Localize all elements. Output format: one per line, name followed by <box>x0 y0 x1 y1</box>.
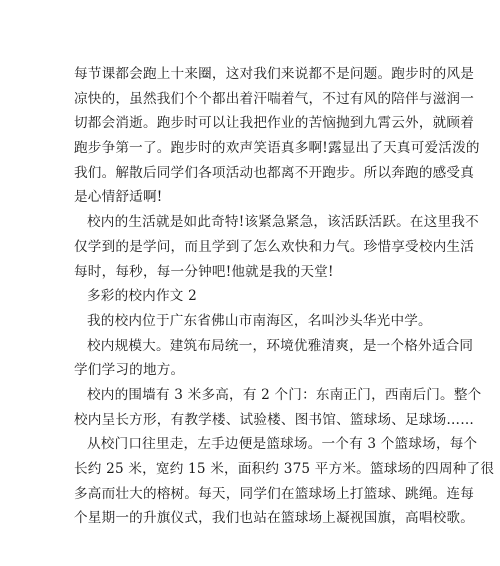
text-line: 是心情舒适啊! <box>74 189 163 206</box>
text-line: 校内的围墙有 3 米多高，有 2 个门：东南正门，西南后门。整个 <box>87 386 482 403</box>
text-line: 学们学习的地方。 <box>74 362 185 379</box>
text-line: 从校门口往里走，左手边便是篮球场。一个有 3 个篮球场，每个 <box>87 436 478 453</box>
text-line: 每节课都会跑上十来圈，这对我们来说都不是问题。跑步时的风是 <box>74 66 475 82</box>
text-line: 我们。解散后同学们各项活动也都离不开跑步。所以奔跑的感受真 <box>74 164 475 181</box>
text-line: 个星期一的升旗仪式，我们也站在篮球场上凝视国旗，高唱校歌。 <box>74 510 475 527</box>
text-line: 仅学到的是学问，而且学到了怎么欢快和力气。珍惜享受校内生活 <box>74 238 475 255</box>
text-line: 校内呈长方形，有教学楼、试验楼、图书馆、篮球场、足球场…… <box>74 411 475 428</box>
text-line: 我的校内位于广东省佛山市南海区，名叫沙头华光中学。 <box>87 312 432 329</box>
text-line: 多彩的校内作文 2 <box>87 288 197 305</box>
text-line: 校内规模大。建筑布局统一，环境优雅清爽，是一个格外适合同 <box>87 337 474 354</box>
text-line: 跑步争第一了。跑步时的欢声笑语真多啊!露显出了天真可爱活泼的 <box>74 140 480 157</box>
text-line: 校内的生活就是如此奇特!该紧急紧急，该活跃活跃。在这里我不 <box>87 214 479 231</box>
text-line: 每时，每秒，每一分钟吧!他就是我的天堂! <box>74 263 334 280</box>
text-line: 凉快的，虽然我们个个都出着汗喘着气，不过有风的陪伴与滋润一 <box>74 90 475 107</box>
document-body <box>74 62 495 531</box>
text-line: 长约 25 米，宽约 15 米，面积约 375 平方米。篮球场的四周种了很 <box>74 461 495 477</box>
text-line: 切都会消逝。跑步时可以让我把作业的苦恼抛到九霄云外，就顾着 <box>74 115 475 132</box>
text-line: 多高而壮大的榕树。每天，同学们在篮球场上打篮球、跳绳。连每 <box>74 485 475 502</box>
